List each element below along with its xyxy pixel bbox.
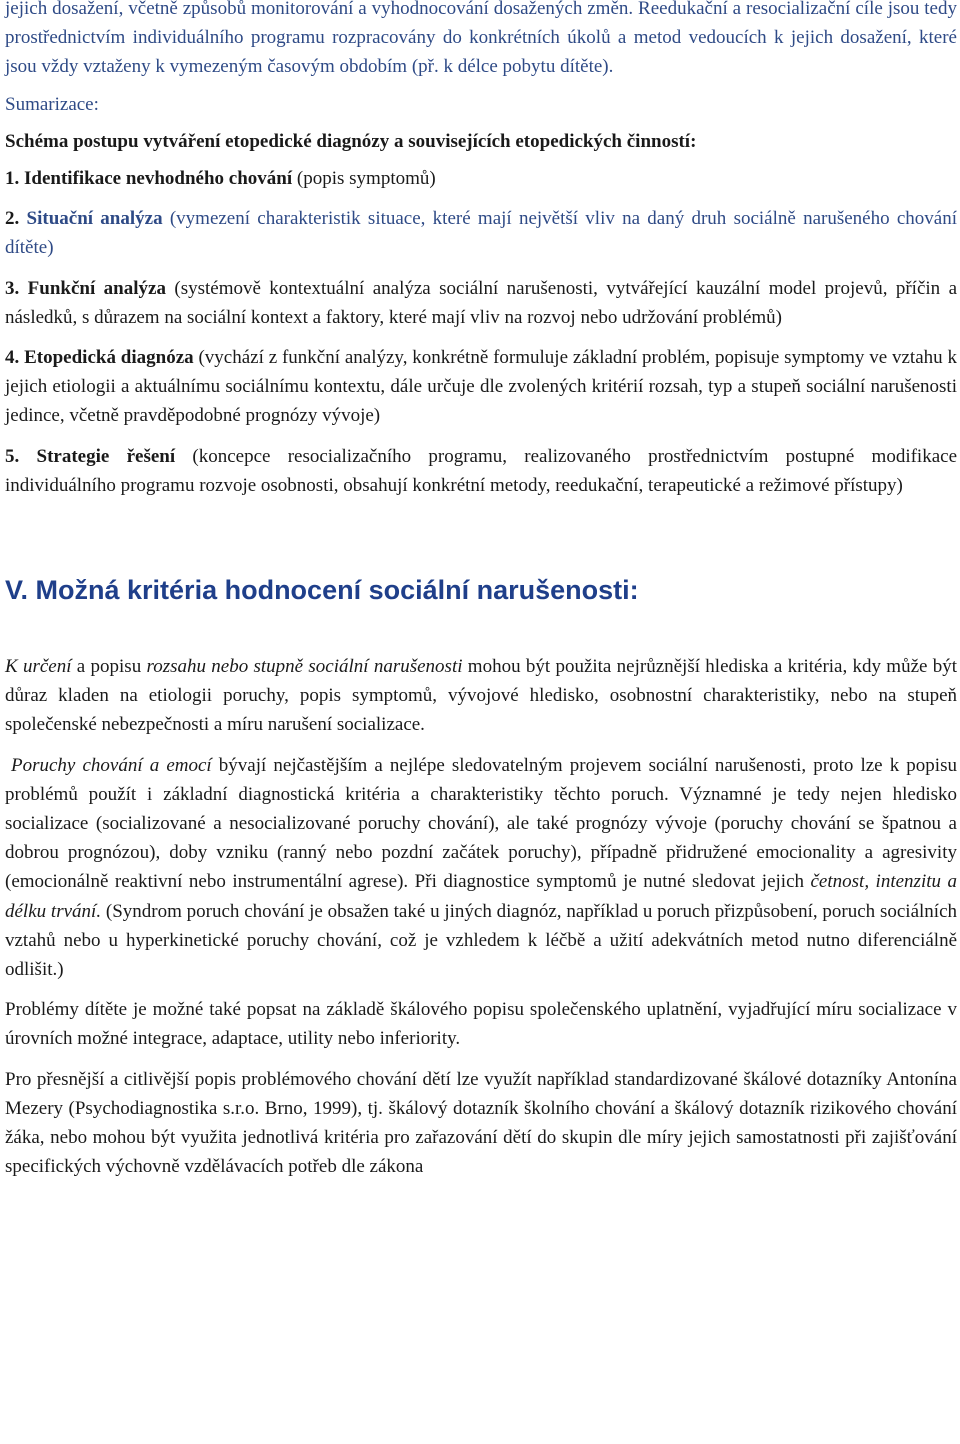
criteria-paragraph-4: [5, 1065, 957, 1182]
step-2-number: 2.: [5, 208, 20, 230]
intro-paragraph: [5, 0, 957, 82]
step-1-desc: (popis symptomů): [292, 168, 436, 190]
step-2-desc: (vymezení charakteristik situace, které mají největší vliv na daný druh sociálně narušeného chování dítěte): [5, 208, 957, 259]
step-5-term: Strategie řešení: [36, 445, 176, 467]
document-page: [5, 0, 957, 1182]
section-heading: V. Možná kritéria hodnocení sociální narušenosti:: [5, 575, 639, 606]
step-4: [5, 343, 957, 431]
intro-text: jejich dosažení, včetně způsobů monitorování a vyhodnocování dosažených změn. Reedukační a resocializační cíle jsou tedy prostřednictvím individuálního programu rozpracovány do konkrétních úkolů a metod vedoucích k jejich dosažení, které jsou vždy vztaženy k vymezeným časovým obdobím (př. k délce pobytu dítěte).: [5, 0, 957, 78]
step-5-desc: (koncepce resocializačního programu, realizovaného prostřednictvím postupné modifikace individuálního programu rozvoje osobnosti, obsahují konkrétní metody, reedukační, terapeutické a režimové přístupy): [5, 445, 957, 496]
step-3-term: Funkční analýza: [27, 277, 166, 299]
p2-text-2: (Syndrom poruch chování je obsažen také u jiných diagnóz, například u poruch přizpůsobení, poruch sociálních vztahů nebo u hyperkinetické poruchy chování, což je vzhledem k léčbě a užití adekvátních metod nutno diferenciálně odlišit.): [5, 900, 957, 981]
step-5: [5, 442, 957, 500]
p2-text-1: bývají nejčastějším a nejlépe sledovatelným projevem sociální narušenosti, proto lze k popisu problémů použít i základní diagnostická kritéria a charakteristiky těchto poruch. Významné je tedy nejen hledisko socializace (socializované a nesocializované poruchy chování), ale také prognózy vývoje (poruchy chování se špatnou a dobrou prognózou), doby vzniku (ranný nebo pozdní začátek poruchy), případně přidružené emocionality a agresivity (emocionálně reaktivní nebo instrumentální agrese). Při diagnostice symptomů je nutné sledovat jejich: [5, 754, 957, 893]
p1-text-1: a popisu: [71, 656, 147, 678]
p1-text-2: mohou být použita nejrůznější hlediska a kritéria, kdy může být důraz kladen na etiologii poruchy, popis symptomů, vývojové hledisko, osobnostní charakteristiky, nebo na stupeň společenské nebezpečnosti a míru narušení socializace.: [5, 656, 958, 736]
schema-title-text: Schéma postupu vytváření etopedické diagnózy a souvisejících etopedických činností:: [5, 130, 697, 152]
p1-italic-2: rozsahu nebo stupně sociální narušenosti: [146, 656, 463, 678]
step-1-number: 1.: [5, 168, 20, 190]
p2-italic-1: Poruchy chování a emocí: [11, 754, 212, 776]
step-1: [5, 164, 957, 193]
step-4-term: Etopedická diagnóza: [24, 347, 194, 369]
step-3-desc: (systémově kontextuální analýza sociální narušenosti, vytvářející kauzální model projevů, příčin a následků, s důrazem na sociální kontext a faktory, které mají vliv na rozvoj nebo udržování problémů): [5, 277, 958, 328]
step-5-number: 5.: [5, 445, 20, 467]
step-3: [5, 274, 957, 332]
step-3-number: 3.: [5, 277, 20, 299]
schema-title: [5, 127, 957, 156]
summary-label-text: Sumarizace:: [5, 93, 99, 115]
step-2-term: Situační analýza: [26, 208, 163, 230]
step-4-number: 4.: [5, 347, 20, 369]
p3-text: Problémy dítěte je možné také popsat na základě škálového popisu společenského uplatnění, vyjadřující míru socializace v úrovních možné integrace, adaptace, utility nebo inferiority.: [5, 999, 957, 1050]
p4-text: Pro přesnější a citlivější popis problémového chování dětí lze využít například standardizované škálové dotazníky Antonína Mezery (Psychodiagnostika s.r.o. Brno, 1999), tj. škálový dotazník školního chování a škálový dotazník rizikového chování žáka, nebo mohou být využita jednotlivá kritéria pro zařazování dětí do skupin dle míry jejich samostatnosti při zajišťování specifických výchovně vzdělávacích potřeb dle zákona: [5, 1068, 957, 1178]
p1-italic-1: K určení: [5, 656, 72, 678]
summary-label: [5, 90, 957, 119]
criteria-paragraph-1: [5, 652, 957, 740]
step-1-term: Identifikace nevhodného chování: [24, 168, 293, 190]
criteria-paragraph-3: [5, 995, 957, 1053]
step-4-desc: (vychází z funkční analýzy, konkrétně formuluje základní problém, popisuje symptomy ve vztahu k jejich etiologii a aktuálnímu sociálnímu kontextu, dále určuje dle zvolených kritérií rozsah, typ a stupeň sociální narušenosti jedince, včetně pravděpodobné prognózy vývoje): [5, 347, 957, 427]
p2-italic-2: četnost, intenzitu a délku trvání.: [5, 871, 957, 922]
criteria-paragraph-2: [5, 751, 957, 985]
step-2: [5, 204, 957, 262]
